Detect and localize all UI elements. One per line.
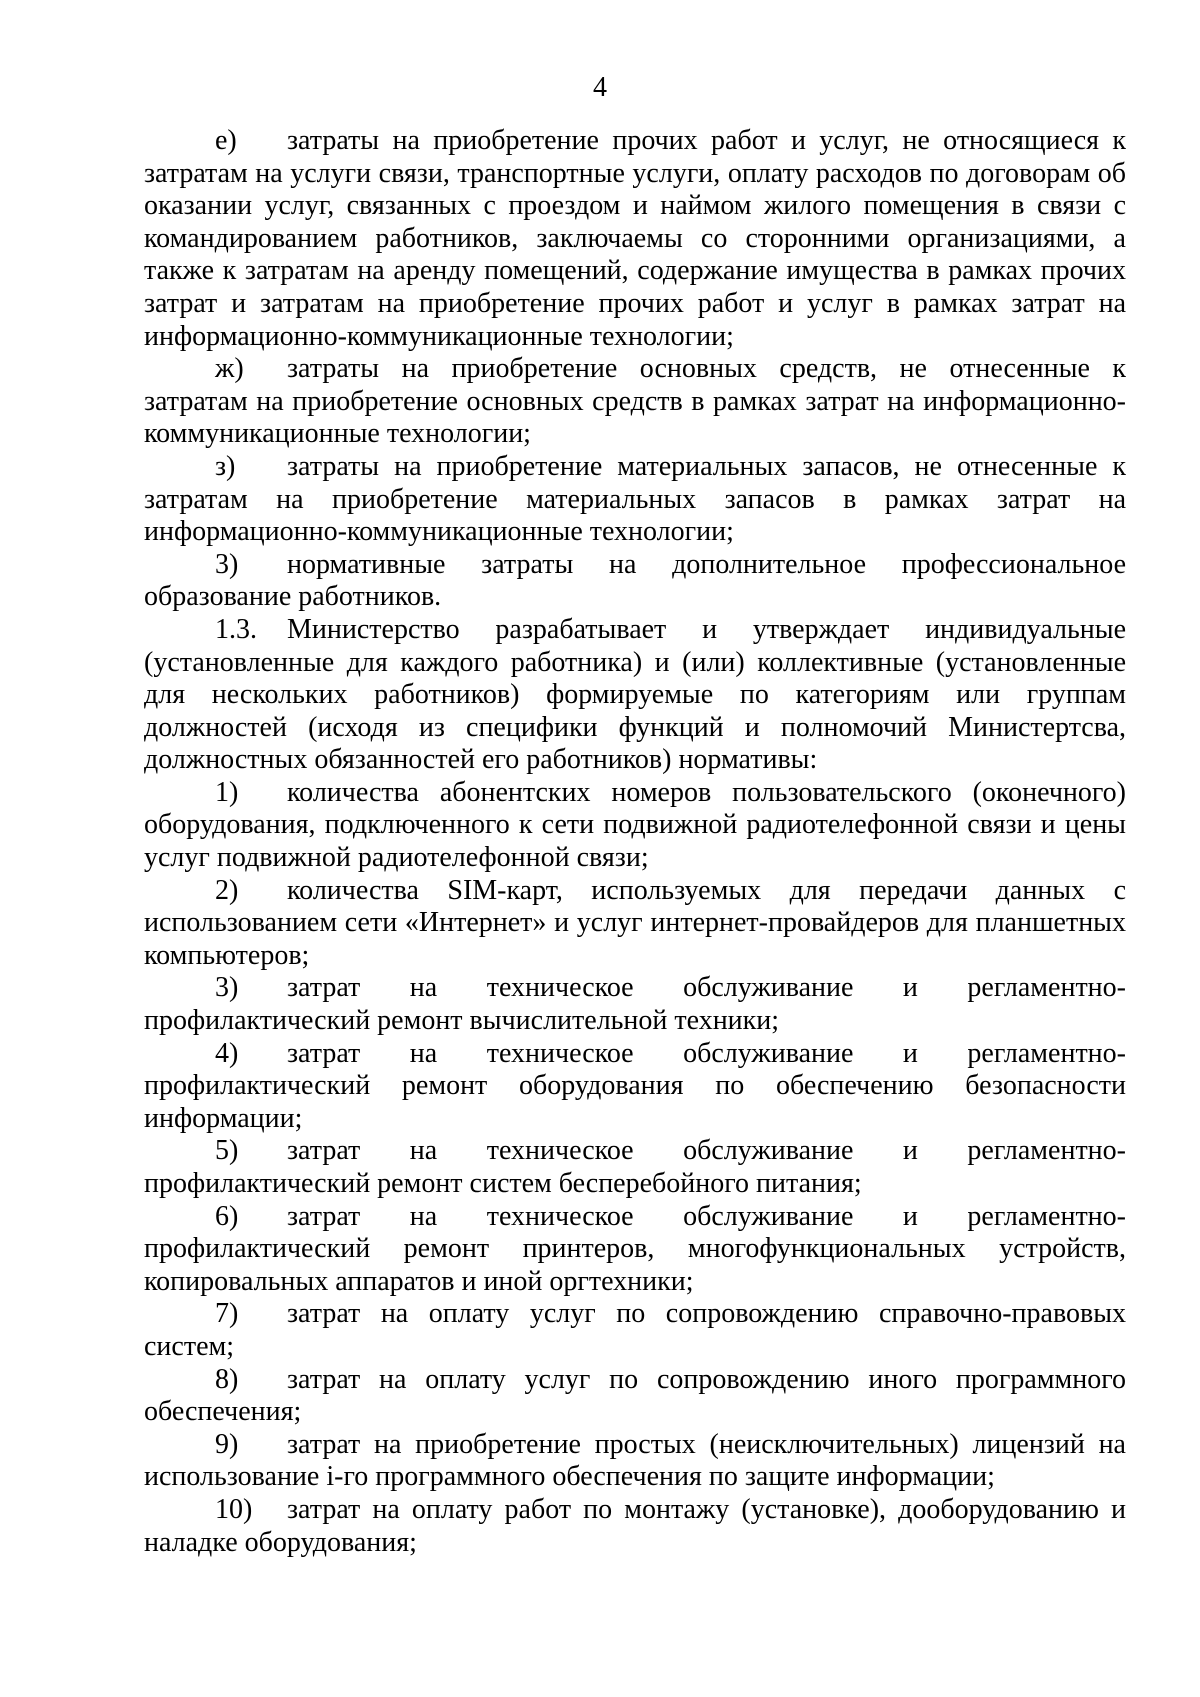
page-number: 4 (593, 72, 607, 103)
list-marker: 1) (215, 776, 239, 808)
list-marker: 10) (215, 1493, 253, 1525)
list-marker: 2) (215, 874, 239, 906)
norm-item-9 (144, 1429, 1126, 1494)
paragraph-text: количества абонентских номеров пользовательского (оконечного) оборудования, подключенного к сети подвижной радиотелефонной связи и цены услуг подвижной радиотелефонной связи; (144, 776, 1126, 874)
paragraph-text: затрат на техническое обслуживание и регламентно-профилактический ремонт принтеров, многофункциональных устройств, копировальных аппаратов и иной оргтехники; (144, 1200, 1126, 1297)
list-marker: 3) (215, 548, 239, 580)
norm-item-5 (144, 1135, 1126, 1200)
paragraph-text: затрат на оплату услуг по сопровождению справочно-правовых систем; (144, 1298, 1126, 1362)
list-marker: 7) (215, 1298, 239, 1330)
list-marker: 9) (215, 1428, 239, 1460)
list-marker: ж) (215, 353, 244, 385)
paragraph-text: затрат на оплату услуг по сопровождению иного программного обеспечения; (144, 1363, 1126, 1428)
paragraph-text: затраты на приобретение материальных запасов, не отнесенные к затратам на приобретение материальных запасов в рамках затрат на информационно-коммуникационные технологии; (144, 450, 1126, 548)
paragraph-text: затрат на техническое обслуживание и регламентно-профилактический ремонт систем бесперебойного питания; (144, 1135, 1126, 1199)
norm-item-8 (144, 1364, 1126, 1429)
norm-item-10 (144, 1494, 1126, 1559)
list-marker: 8) (215, 1363, 239, 1395)
section-1-3 (144, 614, 1126, 777)
list-marker: 3) (215, 972, 239, 1004)
list-item-e (144, 125, 1126, 353)
norm-item-1 (144, 777, 1126, 875)
paragraph-text: затрат на техническое обслуживание и регламентно-профилактический ремонт вычислительной техники; (144, 972, 1126, 1037)
norm-item-4 (144, 1038, 1126, 1136)
section-number: 1.3. (215, 613, 257, 645)
paragraph-text: затрат на приобретение простых (неисключительных) лицензий на использование i-го программного обеспечения по защите информации; (144, 1428, 1126, 1493)
list-marker: е) (215, 125, 237, 156)
list-marker: 6) (215, 1200, 239, 1232)
paragraph-text: нормативные затраты на дополнительное профессиональное образование работников. (144, 548, 1126, 613)
paragraph-text: Министерство разрабатывает и утверждает индивидуальные (установленные для каждого работника) и (или) коллективные (установленные для нескольких работников) формируемые по категориям или группам должностей (исходя из специфики функций и полномочий Министертсва, должностных обязанностей его работников) нормативы: (144, 613, 1126, 776)
list-marker: 4) (215, 1037, 239, 1069)
paragraph-text: затраты на приобретение прочих работ и услуг, не относящиеся к затратам на услуги связи, транспортные услуги, оплату расходов по договорам об оказании услуг, связанных с проездом и наймом жилого помещения в связи с командированием работников, заключаемы со сторонними организациями, а также к затратам на аренду помещений, содержание имущества в рамках прочих затрат и затратам на приобретение прочих работ и услуг в рамках затрат на информационно-коммуникационные технологии; (144, 125, 1126, 352)
list-marker: з) (215, 450, 236, 482)
document-body (144, 125, 1126, 1559)
list-item-3 (144, 549, 1126, 614)
list-item-z (144, 451, 1126, 549)
paragraph-text: количества SIM-карт, используемых для передачи данных с использованием сети «Интернет» и услуг интернет-провайдеров для планшетных компьютеров; (144, 874, 1126, 971)
paragraph-text: затраты на приобретение основных средств, не отнесенные к затратам на приобретение основных средств в рамках затрат на информационно-коммуникационные технологии; (144, 353, 1126, 450)
paragraph-text: затрат на техническое обслуживание и регламентно-профилактический ремонт оборудования по обеспечению безопасности информации; (144, 1037, 1126, 1134)
list-item-zh (144, 353, 1126, 451)
norm-item-2 (144, 875, 1126, 973)
norm-item-6 (144, 1201, 1126, 1299)
list-marker: 5) (215, 1135, 239, 1167)
norm-item-3 (144, 972, 1126, 1037)
paragraph-text: затрат на оплату работ по монтажу (установке), дооборудованию и наладке оборудования; (144, 1493, 1126, 1558)
norm-item-7 (144, 1298, 1126, 1363)
